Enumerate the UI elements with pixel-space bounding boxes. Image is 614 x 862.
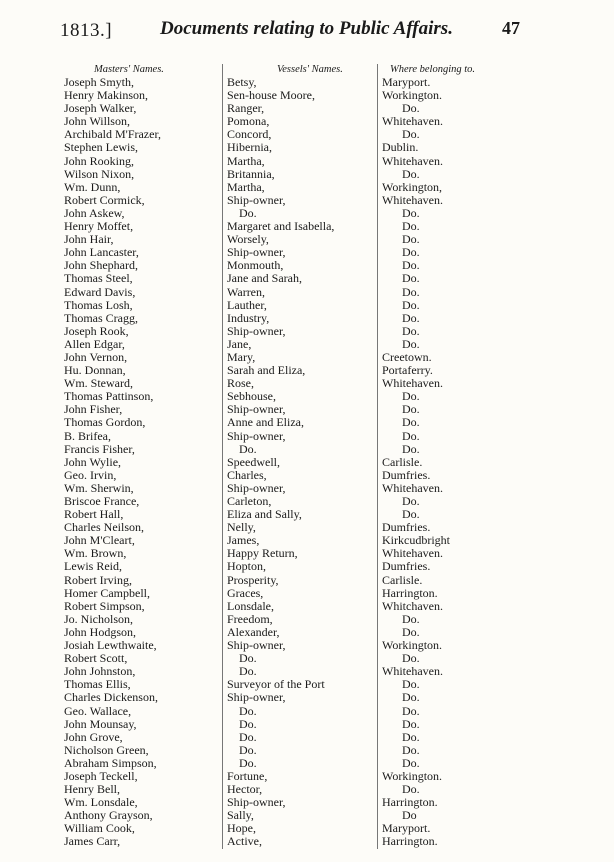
vessel-name-row: Do. (239, 716, 257, 731)
where-belonging-row: Do. (402, 415, 420, 430)
where-belonging-row: Do. (402, 428, 420, 443)
vessel-name-row: Do. (239, 729, 257, 744)
master-name-row: John Askew, (64, 205, 125, 220)
master-name-row: Robert Scott, (64, 651, 128, 666)
vessel-name-row: Mary, (227, 349, 256, 364)
where-list (382, 76, 532, 849)
where-column-heading: Where belonging to. (390, 64, 476, 75)
master-name-row: Edward Davis, (64, 284, 136, 299)
vessel-name-row: Charles, (227, 467, 267, 482)
vessel-name-row: Sebhouse, (227, 389, 276, 404)
where-belonging-row: Do. (402, 101, 420, 116)
where-belonging-row: Do. (402, 271, 420, 286)
vessel-name-row: Worsely, (227, 232, 269, 247)
vessel-name-row: Sally, (227, 808, 254, 823)
where-belonging-row: Do. (402, 389, 420, 404)
master-name-row: Lewis Reid, (64, 559, 122, 574)
where-belonging-row: Do. (402, 716, 420, 731)
master-name-row: Abraham Simpson, (64, 755, 157, 770)
vessel-name-row: Hopton, (227, 559, 266, 574)
master-name-row: Wm. Dunn, (64, 179, 121, 194)
where-belonging-row: Dumfries. (382, 559, 431, 574)
where-belonging-row: Harrington. (382, 585, 438, 600)
vessel-name-row: Ship-owner, (227, 245, 286, 260)
where-belonging-row: Carlisle. (382, 454, 423, 469)
vessel-name-row: Speedwell, (227, 454, 280, 469)
header-title: Documents relating to Public Affairs. (160, 18, 453, 39)
vessel-name-row: Do. (239, 703, 257, 718)
master-name-row: Briscoe France, (64, 494, 140, 508)
where-belonging-row: Do. (402, 677, 420, 692)
where-belonging-row: Whitehaven. (382, 153, 443, 168)
vessel-name-row: Ship-owner, (227, 323, 286, 338)
vessel-name-row: James, (227, 533, 260, 548)
vessel-name-row: Monmouth, (227, 258, 284, 273)
where-belonging-row: Do. (402, 336, 420, 351)
where-belonging-row: Workington. (382, 88, 443, 103)
master-name-row: Wm. Brown, (64, 546, 127, 561)
where-belonging-row: Do. (402, 232, 420, 247)
vessels-column (222, 64, 377, 849)
master-name-row: Nicholson Green, (64, 742, 149, 757)
where-belonging-row: Do. (402, 127, 420, 142)
vessel-name-row: Jane and Sarah, (227, 271, 302, 286)
vessel-name-row: Do. (239, 441, 257, 456)
where-belonging-row: Do. (402, 651, 420, 666)
where-belonging-row: Do. (402, 219, 420, 234)
vessel-name-row: Ship-owner, (227, 192, 286, 207)
where-belonging-row: Do. (402, 284, 420, 299)
where-belonging-row: Maryport. (382, 821, 431, 836)
vessel-name-row: Happy Return, (227, 546, 298, 561)
vessel-name-row: Fortune, (227, 768, 268, 783)
master-name-row: John Vernon, (64, 349, 128, 364)
vessel-name-row: Prosperity, (227, 572, 279, 587)
vessel-name-row: Industry, (227, 310, 270, 325)
vessel-name-row: Surveyor of the Port (227, 677, 325, 692)
where-belonging-row: Do. (402, 624, 420, 639)
vessel-name-row: Do. (239, 755, 257, 770)
vessel-name-row: Rose, (227, 376, 254, 391)
master-name-row: Homer Campbell, (64, 585, 150, 600)
masters-column-heading: Masters' Names. (94, 64, 164, 75)
master-name-row: Charles Neilson, (64, 520, 144, 535)
master-name-row: Thomas Losh, (64, 297, 133, 312)
master-name-row: Archibald M'Frazer, (64, 127, 161, 142)
master-name-row: Thomas Pattinson, (64, 389, 154, 404)
vessel-name-row: Ship-owner, (227, 428, 286, 443)
vessel-name-row: Britannia, (227, 166, 275, 181)
where-column (377, 64, 532, 849)
master-name-row: William Cook, (64, 821, 135, 836)
where-belonging-row: Whitehaven. (382, 480, 443, 495)
where-belonging-row: Whitehaven. (382, 664, 443, 679)
master-name-row: Wm. Steward, (64, 376, 133, 391)
where-belonging-row: Whitehaven. (382, 114, 443, 129)
vessel-name-row: Alexander, (227, 624, 280, 639)
master-name-row: Henry Bell, (64, 782, 120, 797)
vessel-name-row: Ship-owner, (227, 795, 286, 810)
where-belonging-row: Workington, (382, 179, 443, 194)
master-name-row: Stephen Lewis, (64, 140, 138, 155)
master-name-row: Joseph Walker, (64, 101, 137, 116)
vessel-name-row: Lauther, (227, 297, 267, 312)
vessel-name-row: Warren, (227, 284, 266, 299)
master-name-row: Robert Irving, (64, 572, 132, 587)
where-belonging-row: Do. (402, 690, 420, 705)
where-belonging-row: Do. (402, 258, 420, 273)
vessels-column-heading: Vessels' Names. (277, 64, 343, 75)
master-name-row: Allen Edgar, (64, 336, 125, 351)
master-name-row: John M'Cleart, (64, 533, 135, 548)
where-belonging-row: Workington. (382, 638, 443, 653)
where-belonging-row: Whitehaven. (382, 546, 443, 561)
master-name-row: John Hair, (64, 232, 114, 247)
vessel-name-row: Martha, (227, 153, 265, 168)
where-belonging-row: Workington. (382, 768, 443, 783)
master-name-row: Robert Cormick, (64, 192, 145, 207)
vessel-name-row: Ship-owner, (227, 638, 286, 653)
vessel-name-row: Sarah and Eliza, (227, 363, 306, 378)
masters-list (62, 76, 222, 849)
master-name-row: Josiah Lewthwaite, (64, 638, 157, 653)
where-belonging-row: Do. (402, 297, 420, 312)
where-belonging-row: Maryport. (382, 75, 431, 89)
vessel-name-row: Lonsdale, (227, 598, 274, 613)
vessel-name-row: Margaret and Isabella, (227, 219, 335, 234)
master-name-row: Hu. Donnan, (64, 363, 126, 378)
vessel-name-row: Pomona, (227, 114, 270, 129)
master-name-row: Robert Hall, (64, 507, 124, 522)
where-belonging-row: Creetown. (382, 349, 432, 364)
vessel-name-row: Do. (239, 742, 257, 757)
vessel-name-row: Betsy, (227, 75, 257, 89)
master-name-row: James Carr, (64, 834, 121, 849)
where-belonging-row: Do. (402, 507, 420, 522)
master-name-row: Geo. Irvin, (64, 467, 117, 482)
master-name-row: Thomas Ellis, (64, 677, 131, 692)
master-name-row: Robert Simpson, (64, 598, 145, 613)
vessel-name-row: Freedom, (227, 611, 273, 626)
where-belonging-row: Kirkcudbright (382, 533, 450, 548)
master-name-row: Francis Fisher, (64, 441, 135, 456)
where-belonging-row: Do. (402, 729, 420, 744)
master-name-row: Wm. Sherwin, (64, 480, 134, 495)
header-year: 1813.] (60, 20, 113, 41)
vessel-name-row: Jane, (227, 336, 252, 351)
where-belonging-row: Whitchaven. (382, 598, 443, 613)
vessel-name-row: Nelly, (227, 520, 256, 535)
where-belonging-row: Do. (402, 441, 420, 456)
where-belonging-row: Do. (402, 494, 420, 508)
where-belonging-row: Harrington. (382, 795, 438, 810)
master-name-row: Geo. Wallace, (64, 703, 132, 718)
where-belonging-row: Do. (402, 611, 420, 626)
where-belonging-row: Whitehaven. (382, 192, 443, 207)
master-name-row: B. Brifea, (64, 428, 111, 443)
master-name-row: Charles Dickenson, (64, 690, 158, 705)
master-name-row: Anthony Grayson, (64, 808, 153, 823)
vessel-name-row: Sen-house Moore, (227, 88, 315, 103)
where-belonging-row: Dumfries. (382, 520, 431, 535)
vessel-name-row: Carleton, (227, 494, 272, 508)
masters-column (62, 64, 222, 849)
vessel-name-row: Do. (239, 651, 257, 666)
vessel-name-row: Graces, (227, 585, 264, 600)
vessels-list (227, 76, 377, 849)
where-belonging-row: Do. (402, 205, 420, 220)
where-belonging-row: Dublin. (382, 140, 419, 155)
master-name-row: John Mounsay, (64, 716, 137, 731)
vessel-name-row: Concord, (227, 127, 272, 142)
master-name-row: Henry Moffet, (64, 219, 134, 234)
vessel-name-row: Hector, (227, 782, 263, 797)
master-name-row: Joseph Smyth, (64, 75, 135, 89)
where-belonging-row: Dumfries. (382, 467, 431, 482)
vessel-name-row: Active, (227, 834, 262, 849)
where-belonging-row: Do. (402, 245, 420, 260)
vessel-name-row: Hibernia, (227, 140, 272, 155)
where-belonging-row: Do. (402, 166, 420, 181)
vessel-name-row: Ship-owner, (227, 480, 286, 495)
master-name-row: Joseph Teckell, (64, 768, 138, 783)
where-belonging-row: Portaferry. (382, 363, 433, 378)
master-name-row: Wm. Lonsdale, (64, 795, 138, 810)
where-belonging-row: Do. (402, 402, 420, 417)
page-header (0, 14, 614, 48)
master-name-row: John Grove, (64, 729, 123, 744)
where-belonging-row: Do. (402, 742, 420, 757)
vessel-name-row: Eliza and Sally, (227, 507, 302, 522)
vessel-name-row: Anne and Eliza, (227, 415, 304, 430)
master-name-row: Jo. Nicholson, (64, 611, 133, 626)
master-name-row: Joseph Rook, (64, 323, 129, 338)
vessel-name-row: Martha, (227, 179, 265, 194)
where-belonging-row: Do. (402, 323, 420, 338)
vessel-name-row: Ship-owner, (227, 402, 286, 417)
master-name-row: Thomas Cragg, (64, 310, 138, 325)
vessel-name-row: Hope, (227, 821, 256, 836)
vessel-name-row: Do. (239, 664, 257, 679)
where-belonging-row: Harrington. (382, 834, 438, 849)
where-belonging-row: Do. (402, 310, 420, 325)
master-name-row: John Rooking, (64, 153, 135, 168)
master-name-row: John Willson, (64, 114, 130, 129)
master-name-row: John Fisher, (64, 402, 123, 417)
where-belonging-row: Do (402, 808, 417, 823)
master-name-row: Thomas Gordon, (64, 415, 146, 430)
vessel-name-row: Ship-owner, (227, 690, 286, 705)
master-name-row: John Wylie, (64, 454, 122, 469)
master-name-row: John Shephard, (64, 258, 138, 273)
vessel-name-row: Do. (239, 205, 257, 220)
where-belonging-row: Whitehaven. (382, 376, 443, 391)
where-belonging-row: Carlisle. (382, 572, 423, 587)
master-name-row: John Lancaster, (64, 245, 139, 260)
master-name-row: Thomas Steel, (64, 271, 133, 286)
vessel-name-row: Ranger, (227, 101, 265, 116)
master-name-row: Wilson Nixon, (64, 166, 135, 181)
master-name-row: John Hodgson, (64, 624, 137, 639)
where-belonging-row: Do. (402, 755, 420, 770)
where-belonging-row: Do. (402, 703, 420, 718)
where-belonging-row: Do. (402, 782, 420, 797)
master-name-row: John Johnston, (64, 664, 136, 679)
page-number: 47 (502, 18, 520, 38)
master-name-row: Henry Makinson, (64, 88, 148, 103)
